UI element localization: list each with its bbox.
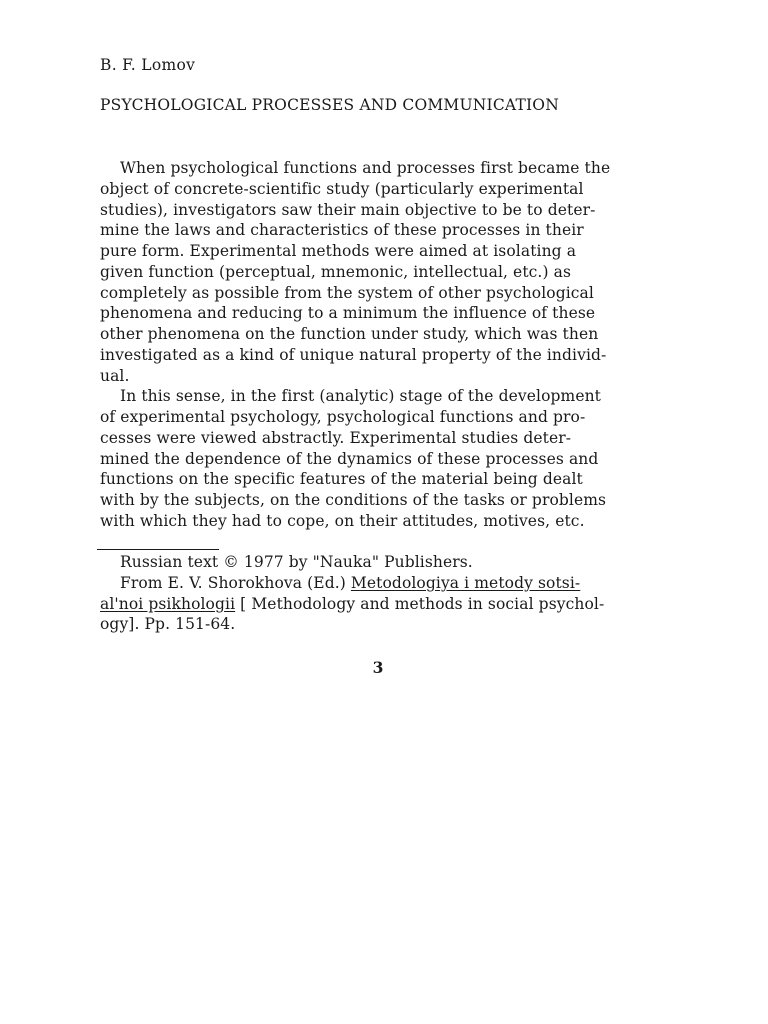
- body-line: given function (perceptual, mnemonic, intellectual, etc.) as: [100, 262, 572, 281]
- author-name: B. F. Lomov: [100, 56, 196, 74]
- source-translation: [ Methodology and methods in social psychol-: [235, 594, 605, 613]
- body-line: ual.: [100, 366, 130, 385]
- footnote-source-line-2: [100, 594, 680, 615]
- body-line: studies), investigators saw their main objective to be to deter-: [100, 200, 596, 219]
- source-title-part-2: al'noi psikhologii: [100, 594, 236, 613]
- source-prefix: From E. V. Shorokhova (Ed.): [120, 573, 351, 592]
- body-line: other phenomena on the function under study, which was then: [100, 325, 599, 343]
- footnote-source-line-3: ogy]. Pp. 151-64.: [100, 615, 236, 634]
- body-line: When psychological functions and processes first became the: [120, 159, 611, 177]
- body-line: phenomena and reducing to a minimum the influence of these: [100, 304, 596, 323]
- body-line: cesses were viewed abstractly. Experimental studies deter-: [100, 428, 572, 447]
- body-line: with which they had to cope, on their attitudes, motives, etc.: [100, 511, 585, 530]
- body-line: pure form. Experimental methods were aimed at isolating a: [100, 242, 577, 260]
- footnote: [100, 552, 680, 635]
- body-line: functions on the specific features of the material being dealt: [100, 470, 583, 489]
- footnote-copyright: Russian text © 1977 by "Nauka" Publishers.: [120, 553, 473, 571]
- body-line: In this sense, in the first (analytic) stage of the development: [120, 387, 602, 406]
- page-number: 3: [372, 658, 384, 677]
- body-line: completely as possible from the system of other psychological: [100, 283, 594, 302]
- body-line: with by the subjects, on the conditions of the tasks or problems: [100, 491, 607, 509]
- footnote-source-line-1: [100, 573, 680, 594]
- body-line: investigated as a kind of unique natural property of the individ-: [100, 345, 607, 364]
- footnote-divider: [97, 549, 219, 550]
- body-line: object of concrete-scientific study (particularly experimental: [100, 179, 584, 198]
- body-line: mined the dependence of the dynamics of these processes and: [100, 449, 599, 468]
- source-title-part-1: Metodologiya i metody sotsi-: [350, 573, 581, 592]
- body-line: mine the laws and characteristics of these processes in their: [100, 221, 584, 240]
- body-text: [100, 158, 680, 532]
- body-line: of experimental psychology, psychological functions and pro-: [100, 408, 586, 426]
- article-title: PSYCHOLOGICAL PROCESSES AND COMMUNICATION: [100, 96, 559, 114]
